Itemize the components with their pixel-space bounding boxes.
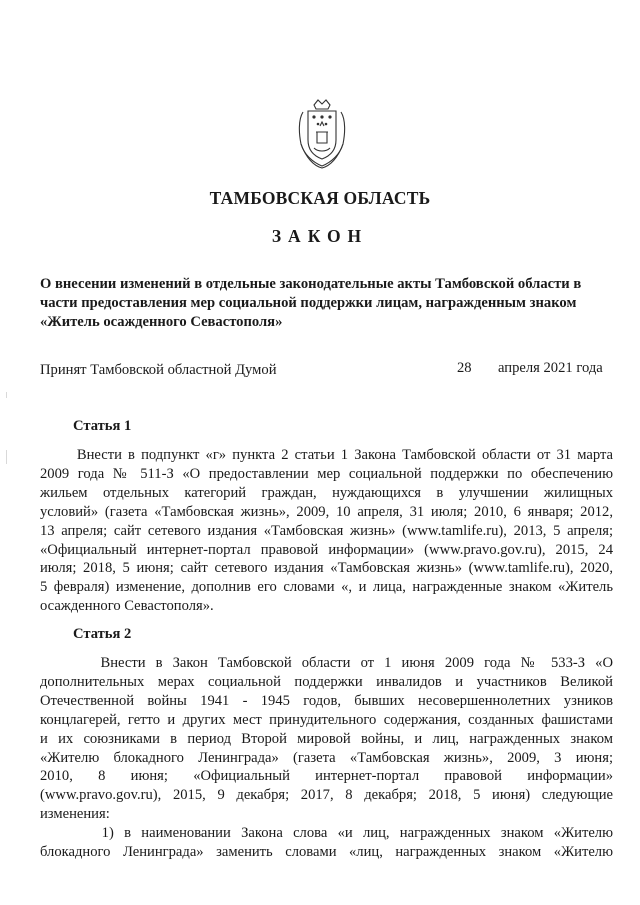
text-line: «Жителю блокадного Ленинграда» (газета «Тамбовская жизнь», 2009, 3 июня; xyxy=(40,749,613,766)
text-line: 1) в наименовании Закона слова «и лиц, награжденных знаком «Жителю xyxy=(40,825,613,842)
text-line: и их союзниками в период Второй мировой войны, и лиц, награжденных знаком xyxy=(40,730,613,747)
adoption-statement: Принят Тамбовской областной Думой xyxy=(40,362,277,378)
text-line: (www.pravo.gov.ru), 2015, 9 декабря; 2017, 8 декабря; 2018, 5 июня) следующие xyxy=(40,787,613,804)
coat-of-arms-emblem xyxy=(292,96,352,170)
text-line: блокадного Ленинграда» заменить словами «лиц, награжденных знаком «Жителю xyxy=(40,844,613,861)
document-type: ЗАКОН xyxy=(271,226,369,246)
text-line: Отечественной войны 1941 - 1945 годов, бывших несовершеннолетних узников xyxy=(40,692,613,709)
article-1-text xyxy=(40,446,613,616)
scan-mark xyxy=(6,450,7,464)
text-line: условий» (газета «Тамбовская жизнь», 2009, 10 апреля, 31 июля; 2010, 6 января; 2012, xyxy=(40,503,613,520)
law-subject xyxy=(40,275,620,332)
text-line: 13 апреля; сайт сетевого издания «Тамбовская жизнь» (www.tamlife.ru), 2013, 5 апреля; xyxy=(40,522,613,539)
text-line: «Официальный интернет-портал правовой информации» (www.pravo.gov.ru), 2015, 24 xyxy=(40,541,613,558)
text-line: 2009 года № 511-З «О предоставлении мер социальной поддержки по обеспечению xyxy=(40,465,613,482)
article-2-heading: Статья 2 xyxy=(73,626,132,642)
adoption-day: 28 xyxy=(457,360,472,376)
text-line: 5 февраля) изменение, дополнив его словами «, и лица, награжденные знаком «Житель xyxy=(40,579,613,596)
text-line: 2010, 8 июня; «Официальный интернет-портал правовой информации» xyxy=(40,768,613,785)
text-line: Внести в подпункт «г» пункта 2 статьи 1 Закона Тамбовской области от 31 марта xyxy=(40,447,613,463)
text-line: июля; 2018, 5 июня; сайт сетевого издания «Тамбовская жизнь» (www.tamlife.ru), 2020, xyxy=(40,560,613,577)
adoption-month-year: апреля 2021 года xyxy=(498,360,603,376)
region-title: ТАМБОВСКАЯ ОБЛАСТЬ xyxy=(209,188,431,208)
article-2-text xyxy=(40,654,613,862)
subject-line: части предоставления мер социальной поддержки лицам, награжденным знаком xyxy=(40,295,577,311)
subject-line: «Житель осажденного Севастополя» xyxy=(40,314,283,330)
article-1-heading: Статья 1 xyxy=(73,418,132,434)
text-line: концлагерей, гетто и других мест принудительного содержания, созданных фашистами xyxy=(40,711,613,728)
text-line: изменения: xyxy=(40,806,110,823)
scan-mark xyxy=(6,392,7,398)
subject-line: О внесении изменений в отдельные законодательные акты Тамбовской области в xyxy=(40,276,582,292)
text-line: осажденного Севастополя». xyxy=(40,598,214,615)
text-line: Внести в Закон Тамбовской области от 1 июня 2009 года № 533-З «О xyxy=(40,655,613,671)
text-line: жильем отдельных категорий граждан, нуждающихся в улучшении жилищных xyxy=(40,484,613,501)
text-line: дополнительных мерах социальной поддержки инвалидов и участников Великой xyxy=(40,673,613,690)
